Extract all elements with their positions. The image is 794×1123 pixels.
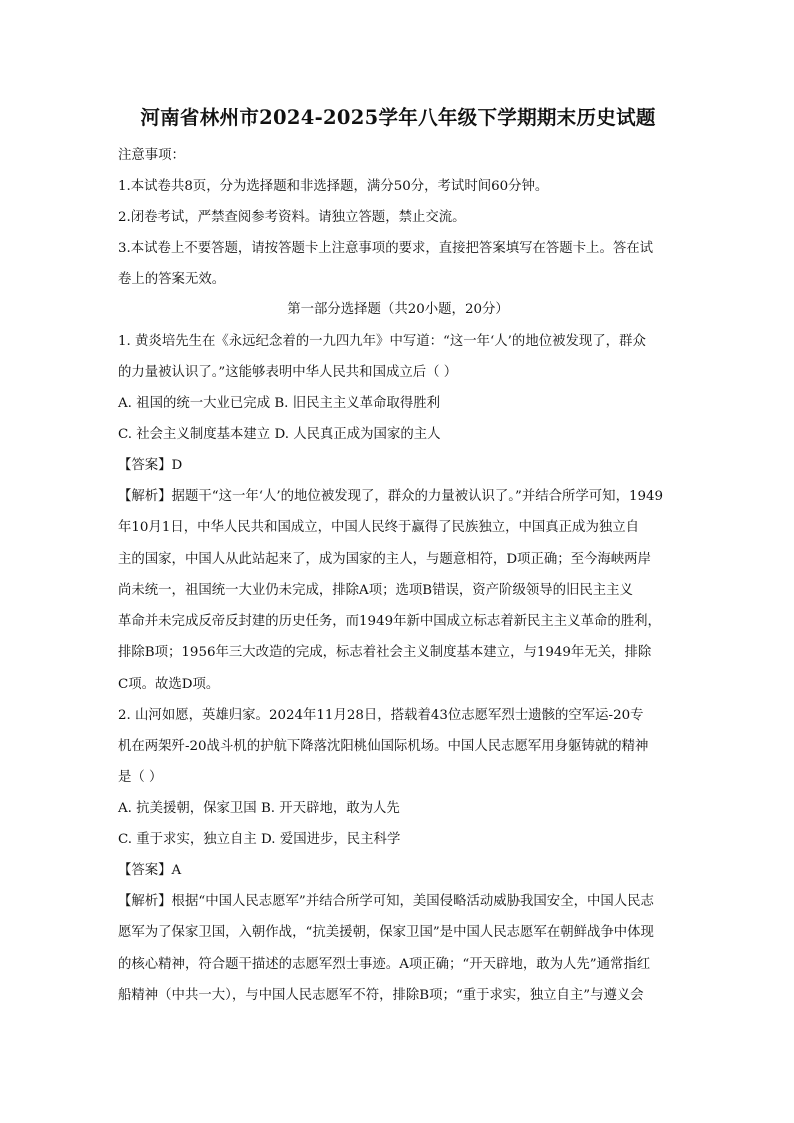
question-2-options-cd: C. 重于求实，独立自主 D. 爱国进步，民主科学 bbox=[118, 832, 401, 847]
question-1-stem: 1. 黄炎培先生在《永远纪念着的一九四九年》中写道：“这一年‘人’的地位被发现了，群众 bbox=[118, 334, 646, 349]
question-2-answer: 【答案】A bbox=[118, 863, 182, 878]
question-2-stem: 2. 山河如愿，英雄归家。2024年11月28日，搭载着43位志愿军烈士遗骸的空军运-20专 bbox=[118, 708, 644, 723]
question-1-stem-continued: 的力量被认识了。”这能够表明中华人民共和国成立后（ ） bbox=[118, 365, 458, 380]
page-title: 河南省林州市2024-2025学年八年级下学期期末历史试题 bbox=[140, 106, 656, 129]
question-1-options-ab: A. 祖国的统一大业已完成 B. 旧民主主义革命取得胜利 bbox=[118, 396, 440, 411]
section-title: 第一部分选择题（共20小题，20分） bbox=[287, 302, 509, 317]
question-1-analysis-line: 革命并未完成反帝反封建的历史任务，而1949年新中国成立标志着新民主主义革命的胜利， bbox=[118, 614, 661, 629]
question-2-analysis-line: 船精神（中共一大），与中国人民志愿军不符，排除B项；“重于求实，独立自主”与遵义会 bbox=[118, 988, 644, 1003]
question-1-analysis-line: 主的国家，中国人从此站起来了，成为国家的主人，与题意相符，D项正确；至今海峡两岸 bbox=[118, 552, 651, 567]
question-1-options-cd: C. 社会主义制度基本建立 D. 人民真正成为国家的主人 bbox=[118, 427, 441, 442]
question-1-analysis-line: 年10月1日，中华人民共和国成立，中国人民终于赢得了民族独立，中国真正成为独立自 bbox=[118, 520, 640, 535]
question-2-stem-continued: 是（ ） bbox=[118, 770, 163, 785]
question-1-analysis-line: 排除B项；1956年三大改造的完成，标志着社会主义制度基本建立，与1949年无关，排除 bbox=[118, 645, 652, 660]
question-1-analysis-line: C项。故选D项。 bbox=[118, 677, 220, 692]
question-2-stem-continued: 机在两架歼-20战斗机的护航下降落沈阳桃仙国际机场。中国人民志愿军用身躯铸就的精神 bbox=[118, 739, 649, 754]
question-2-analysis-line: 的核心精神，符合题干描述的志愿军烈士事迹。A项正确；“开天辟地，敢为人先”通常指红 bbox=[118, 957, 651, 972]
question-1-answer: 【答案】D bbox=[118, 458, 183, 473]
question-1-analysis-line: 尚未统一，祖国统一大业仍未完成，排除A项；选项B错误，资产阶级领导的旧民主主义 bbox=[118, 583, 633, 598]
notice-item-3: 3.本试卷上不要答题，请按答题卡上注意事项的要求，直接把答案填写在答题卡上。答在试 bbox=[118, 241, 654, 256]
notice-item-3-continued: 卷上的答案无效。 bbox=[118, 272, 226, 287]
question-2-analysis-line: 愿军为了保家卫国，入朝作战，“抗美援朝，保家卫国”是中国人民志愿军在朝鲜战争中体现 bbox=[118, 925, 654, 940]
notice-item-1: 1.本试卷共8页，分为选择题和非选择题，满分50分，考试时间60分钟。 bbox=[118, 179, 549, 194]
question-1-analysis-line: 【解析】据题干“这一年‘人’的地位被发现了，群众的力量被认识了。”并结合所学可知，1949 bbox=[118, 489, 664, 504]
question-2-analysis-line: 【解析】根据“中国人民志愿军”并结合所学可知，美国侵略活动威胁我国安全，中国人民志 bbox=[118, 894, 654, 909]
question-2-options-ab: A. 抗美援朝，保家卫国 B. 开天辟地，敢为人先 bbox=[118, 801, 400, 816]
notice-heading: 注意事项： bbox=[118, 148, 185, 163]
notice-item-2: 2.闭卷考试，严禁查阅参考资料。请独立答题，禁止交流。 bbox=[118, 210, 466, 225]
